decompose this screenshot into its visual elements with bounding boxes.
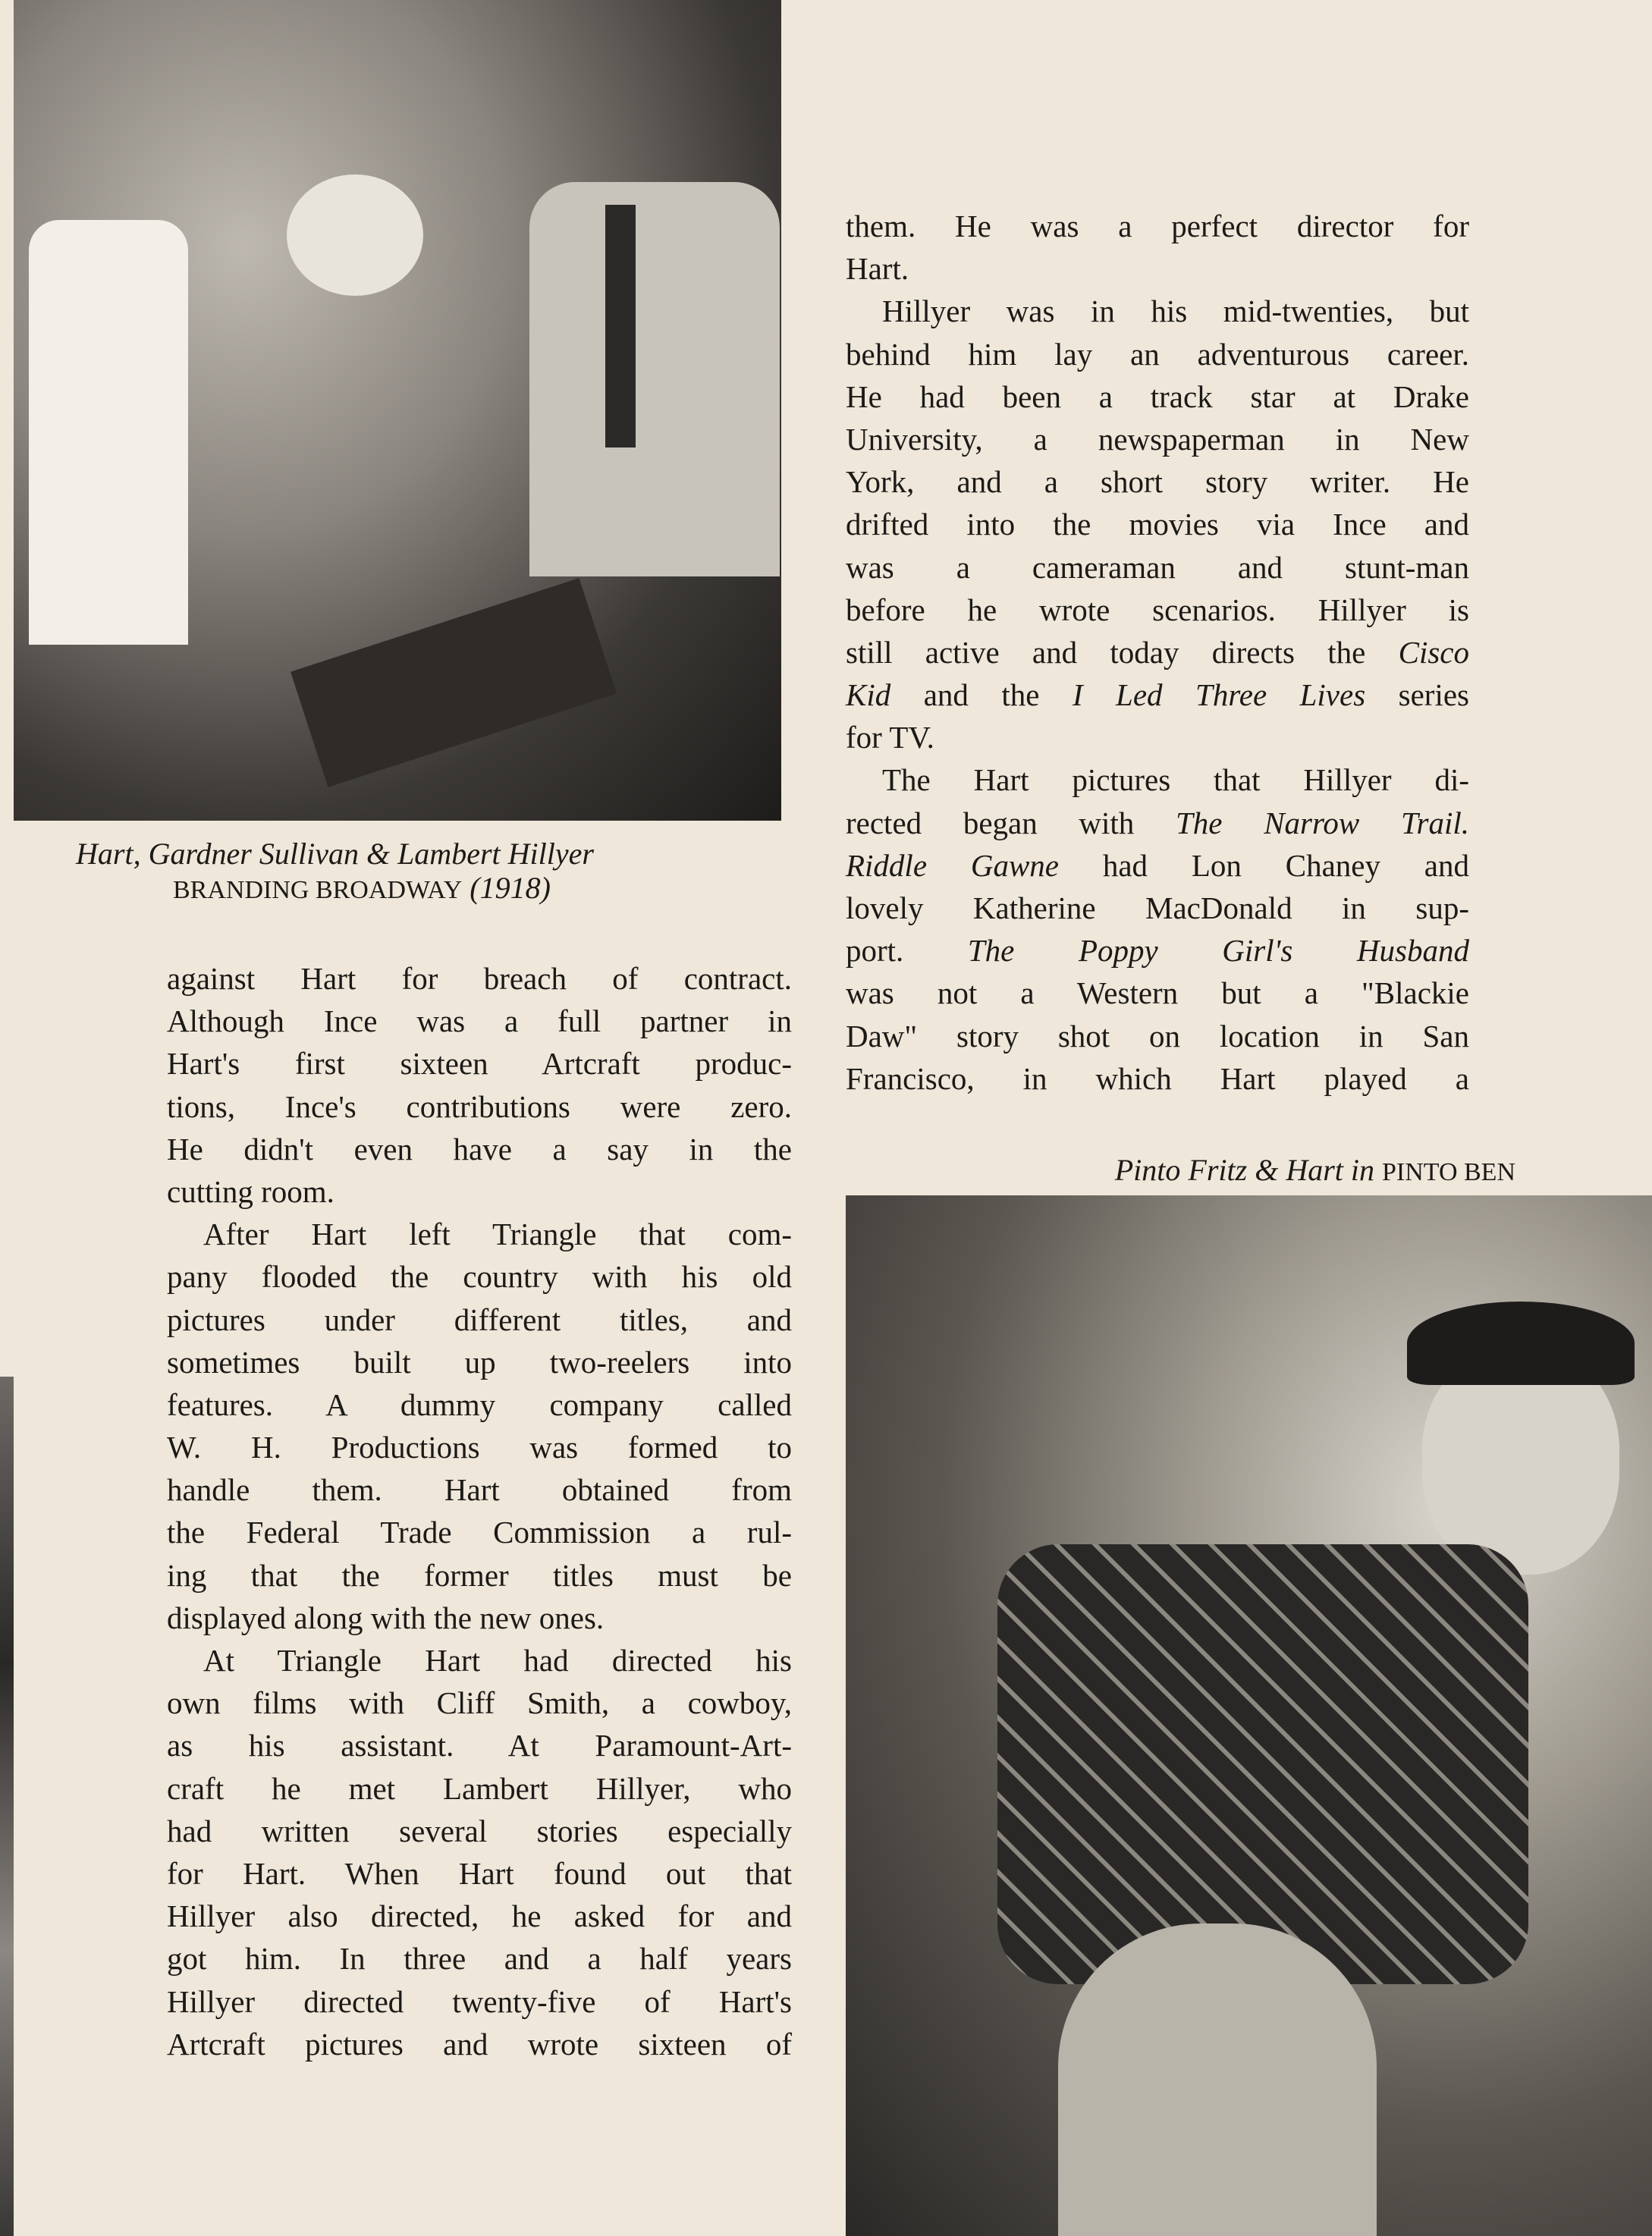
text-line <box>846 418 1469 460</box>
text-line <box>846 546 1469 589</box>
text-segment: as his assistant. At Paramount-Art- <box>167 1728 792 1763</box>
text-segment: drifted into the movies via Ince and <box>846 507 1469 542</box>
text-segment: sometimes built up two-reelers into <box>167 1344 792 1380</box>
text-line <box>846 1057 1469 1100</box>
figure-shirt <box>29 220 188 645</box>
photo-branding-broadway <box>14 0 781 821</box>
photo1-caption-film <box>173 871 551 908</box>
text-segment: The Hart pictures that Hillyer di- <box>882 762 1469 798</box>
italic-title: The Narrow Trail. <box>1176 805 1469 840</box>
text-line <box>167 1468 792 1511</box>
horse-head <box>1058 1924 1377 2236</box>
text-line <box>846 589 1469 631</box>
text-line <box>167 1980 792 2023</box>
text-segment: tions, Ince's contributions were zero. <box>167 1088 792 1124</box>
text-line <box>846 929 1469 972</box>
text-segment: was not a Western but a "Blackie <box>846 975 1469 1011</box>
text-line <box>846 972 1469 1014</box>
text-segment: pictures under different titles, and <box>167 1302 792 1337</box>
text-line <box>167 1000 792 1042</box>
plaid-shirt <box>997 1544 1528 1984</box>
text-segment: He had been a track star at Drake <box>846 378 1469 414</box>
text-line <box>846 802 1469 844</box>
figure-tie <box>605 205 636 448</box>
text-segment: before he wrote scenarios. Hillyer is <box>846 592 1469 627</box>
text-line <box>167 1852 792 1895</box>
text-segment: University, a newspaperman in New <box>846 421 1469 457</box>
caption-year: (1918) <box>470 871 551 905</box>
text-line <box>167 1810 792 1852</box>
text-line <box>167 1895 792 1937</box>
text-segment: At Triangle Hart had directed his <box>203 1643 792 1678</box>
text-segment: After Hart left Triangle that com- <box>203 1217 792 1252</box>
text-line <box>846 674 1469 716</box>
text-segment: for Hart. When Hart found out that <box>167 1855 792 1891</box>
open-book <box>291 578 617 787</box>
text-line <box>846 887 1469 929</box>
text-segment: features. A dummy company called <box>167 1387 792 1422</box>
text-line <box>167 1085 792 1128</box>
text-segment: Hillyer also directed, he asked for and <box>167 1898 792 1934</box>
text-segment: Artcraft pictures and wrote sixteen of <box>167 2026 792 2062</box>
text-segment: Hillyer directed twenty-five of Hart's <box>167 1983 792 2019</box>
text-segment: He didn't even have a say in the <box>167 1131 792 1167</box>
italic-title: The Poppy Girl's Husband <box>967 933 1469 969</box>
text-line <box>167 1937 792 1980</box>
text-segment: port. <box>846 933 968 969</box>
figure-cap <box>287 174 423 296</box>
text-line <box>167 1639 792 1682</box>
text-segment: against Hart for breach of contract. <box>167 961 792 996</box>
text-line <box>846 333 1469 375</box>
figure-hair <box>1407 1302 1635 1385</box>
caption-names: Pinto Fritz & Hart in <box>1114 1153 1374 1187</box>
text-line <box>846 503 1469 545</box>
text-line <box>167 1341 792 1383</box>
text-segment: Although Ince was a full partner in <box>167 1003 792 1039</box>
text-segment: pany flooded the country with his old <box>167 1259 792 1295</box>
text-line <box>167 1554 792 1597</box>
text-line <box>167 1767 792 1810</box>
text-segment: York, and a short story writer. He <box>846 464 1469 500</box>
text-segment: and the <box>890 677 1073 713</box>
text-segment: handle them. Hart obtained from <box>167 1472 792 1508</box>
text-line <box>167 1724 792 1767</box>
text-segment: behind him lay an adventurous career. <box>846 336 1469 372</box>
text-line <box>167 1042 792 1085</box>
left-text-column <box>167 957 792 2065</box>
text-segment: Hart. <box>846 251 909 287</box>
text-segment: craft he met Lambert Hillyer, who <box>167 1770 792 1806</box>
text-line <box>846 758 1469 801</box>
text-segment: the Federal Trade Commission a rul- <box>167 1515 792 1550</box>
text-line <box>846 290 1469 332</box>
text-segment: got him. In three and a half years <box>167 1941 792 1977</box>
text-segment: still active and today directs the <box>846 634 1399 670</box>
caption-names: Hart, Gardner Sullivan & Lambert Hillyer <box>76 837 594 871</box>
italic-title: Riddle Gawne <box>846 847 1060 883</box>
text-segment: Hart's first sixteen Artcraft produc- <box>167 1046 792 1082</box>
photo2-caption <box>1115 1153 1515 1190</box>
text-line <box>846 247 1469 290</box>
italic-title: I Led Three Lives <box>1072 677 1366 713</box>
text-segment: cutting room. <box>167 1173 334 1209</box>
text-line <box>167 1511 792 1553</box>
text-segment: for TV. <box>846 720 934 755</box>
text-line <box>846 375 1469 418</box>
figure-shirt-right <box>529 182 780 576</box>
text-line <box>846 631 1469 674</box>
text-line <box>846 460 1469 503</box>
text-line <box>167 1128 792 1170</box>
text-segment: had written several stories especially <box>167 1813 792 1848</box>
caption-film-title: BRANDING BROADWAY <box>173 876 463 904</box>
photo1-caption-names <box>76 837 594 871</box>
text-line <box>167 2023 792 2065</box>
text-segment: rected began with <box>846 805 1176 840</box>
text-segment: was a cameraman and stunt-man <box>846 549 1469 585</box>
text-line <box>167 1383 792 1426</box>
text-line <box>846 716 1469 758</box>
text-line <box>167 1213 792 1255</box>
photo-pinto-ben <box>846 1195 1652 2236</box>
text-segment: had Lon Chaney and <box>1059 847 1469 883</box>
caption-film-title: PINTO BEN <box>1382 1158 1515 1186</box>
text-segment: displayed along with the new ones. <box>167 1600 605 1635</box>
adjacent-page-photo-edge <box>0 1377 14 2236</box>
text-segment: ing that the former titles must be <box>167 1557 792 1593</box>
text-line <box>846 205 1469 247</box>
text-segment: Francisco, in which Hart played a <box>846 1060 1469 1096</box>
text-segment: lovely Katherine MacDonald in sup- <box>846 890 1469 925</box>
text-line <box>846 844 1469 887</box>
text-line <box>167 1170 792 1213</box>
text-line <box>167 1426 792 1468</box>
text-segment: them. He was a perfect director for <box>846 209 1469 243</box>
italic-title: Cisco <box>1398 634 1469 670</box>
text-segment: W. H. Productions was formed to <box>167 1430 792 1465</box>
text-segment: Daw" story shot on location in San <box>846 1018 1469 1054</box>
text-line <box>167 1597 792 1639</box>
text-segment: series <box>1365 677 1469 713</box>
text-line <box>167 957 792 1000</box>
italic-title: Kid <box>846 677 891 713</box>
text-line <box>846 1015 1469 1057</box>
text-line <box>167 1255 792 1298</box>
text-segment: Hillyer was in his mid-twenties, but <box>882 294 1469 329</box>
text-line <box>167 1299 792 1341</box>
right-text-column <box>846 205 1469 1100</box>
text-line <box>167 1682 792 1724</box>
text-segment: own films with Cliff Smith, a cowboy, <box>167 1685 792 1721</box>
